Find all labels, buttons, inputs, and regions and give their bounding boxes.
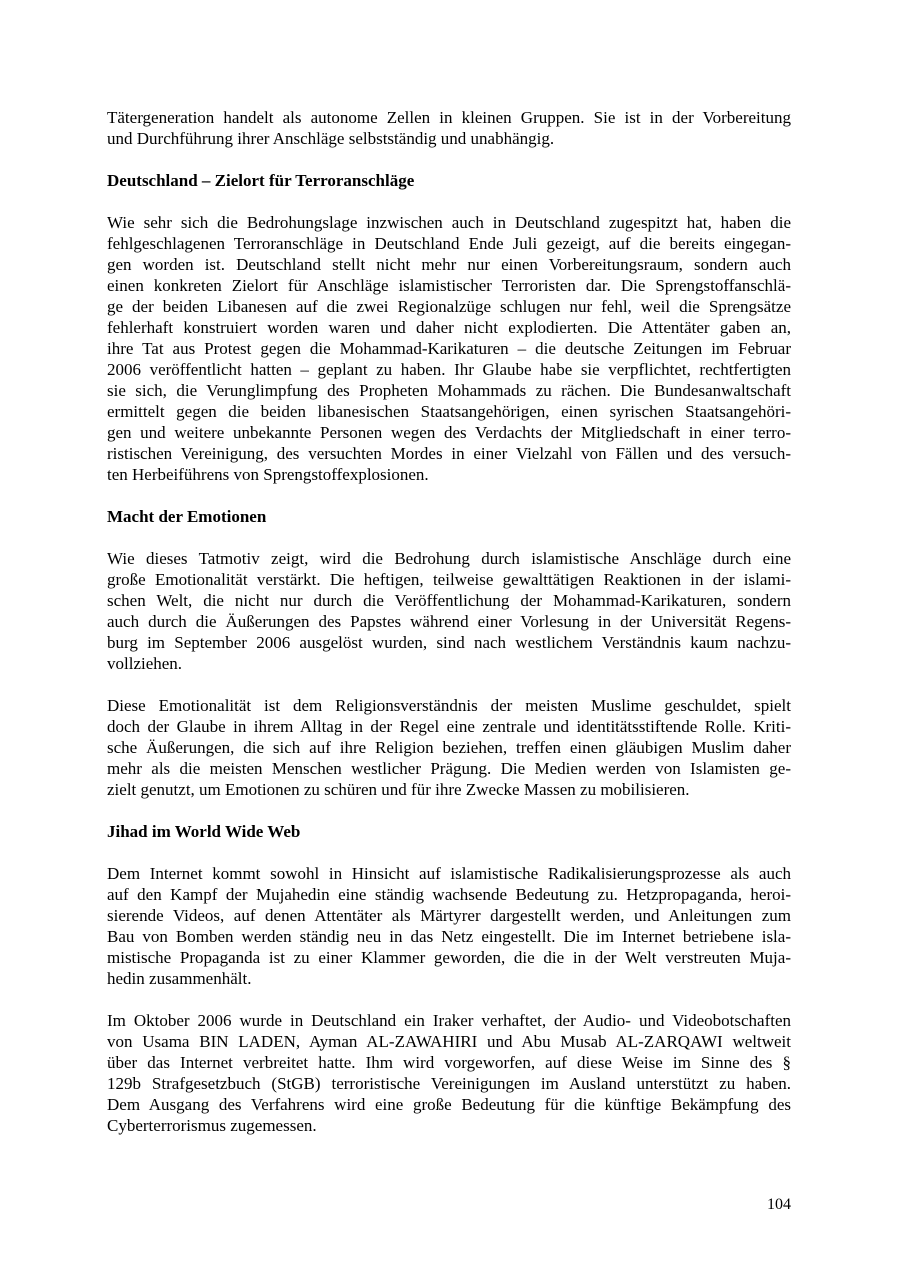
text-line: zielt genutzt, um Emotionen zu schüren und für ihre Zwecke Massen zu mobilisieren. (107, 780, 690, 799)
text-line: Wie dieses Tatmotiv zeigt, wird die Bedrohung durch islamistische Anschläge durch eine (107, 549, 791, 568)
text-line: burg im September 2006 ausgelöst wurden, sind nach westlichem Verständnis kaum nachzu- (107, 633, 791, 652)
paragraph (107, 107, 791, 149)
text-line: von Usama BIN LADEN, Ayman AL-ZAWAHIRI und Abu Musab AL-ZARQAWI weltweit (107, 1032, 791, 1051)
text-line: ihre Tat aus Protest gegen die Mohammad-Karikaturen – die deutsche Zeitungen im Februar (107, 339, 791, 358)
text-line: gen und weitere unbekannte Personen wegen des Verdachts der Mitgliedschaft in einer terro- (107, 423, 791, 442)
section-heading: Jihad im World Wide Web (107, 822, 301, 841)
text-line: Dem Ausgang des Verfahrens wird eine große Bedeutung für die künftige Bekämpfung des (107, 1095, 791, 1114)
text-line: schen Welt, die nicht nur durch die Veröffentlichung der Mohammad-Karikaturen, sondern (107, 591, 791, 610)
text-line: sierende Videos, auf denen Attentäter als Märtyrer dargestellt werden, und Anleitungen zum (107, 906, 791, 925)
text-line: und Durchführung ihrer Anschläge selbstständig und unabhängig. (107, 129, 555, 148)
text-line: auf den Kampf der Mujahedin eine ständig wachsende Bedeutung zu. Hetzpropaganda, heroi- (107, 885, 791, 904)
text-line: Bau von Bomben werden ständig neu in das Netz eingestellt. Die im Internet betriebene isla- (107, 927, 791, 946)
section-heading: Macht der Emotionen (107, 507, 267, 526)
text-line: ermittelt gegen die beiden libanesischen Staatsangehörigen, einen syrischen Staatsangehöri- (107, 402, 791, 421)
text-line: 129b Strafgesetzbuch (StGB) terroristische Vereinigungen im Ausland unterstützt zu haben. (107, 1074, 791, 1093)
text-line: Dem Internet kommt sowohl in Hinsicht auf islamistische Radikalisierungsprozesse als auch (107, 864, 791, 883)
text-line: sie sich, die Verunglimpfung des Propheten Mohammads zu rächen. Die Bundesanwaltschaft (107, 381, 791, 400)
text-line: fehlerhaft konstruiert worden waren und daher nicht explodierten. Die Attentäter gaben an, (107, 318, 791, 337)
text-line: sche Äußerungen, die sich auf ihre Religion beziehen, treffen einen gläubigen Muslim daher (107, 738, 791, 757)
text-line: über das Internet verbreitet hatte. Ihm wird vorgeworfen, auf diese Weise im Sinne des § (107, 1053, 791, 1072)
text-line: Tätergeneration handelt als autonome Zellen in kleinen Gruppen. Sie ist in der Vorbereitung (107, 108, 791, 127)
section-heading: Deutschland – Zielort für Terroranschläge (107, 171, 415, 190)
text-line: gen worden ist. Deutschland stellt nicht mehr nur einen Vorbereitungsraum, sondern auch (107, 255, 791, 274)
paragraph (107, 548, 791, 674)
text-line: ten Herbeiführens von Sprengstoffexplosionen. (107, 465, 429, 484)
text-line: fehlgeschlagenen Terroranschläge in Deutschland Ende Juli gezeigt, auf die bereits eingegan- (107, 234, 791, 253)
text-line: ge der beiden Libanesen auf die zwei Regionalzüge schlugen nur fehl, weil die Sprengsätze (107, 297, 791, 316)
text-line: ristischen Vereinigung, des versuchten Mordes in einer Vielzahl von Fällen und des versuch- (107, 444, 791, 463)
text-line: Im Oktober 2006 wurde in Deutschland ein Iraker verhaftet, der Audio- und Videobotschaften (107, 1011, 791, 1030)
text-line: auch durch die Äußerungen des Papstes während einer Vorlesung in der Universität Regens- (107, 612, 791, 631)
paragraph (107, 1010, 791, 1136)
document-content (107, 107, 791, 1157)
paragraph (107, 863, 791, 989)
text-line: mehr als die meisten Menschen westlicher Prägung. Die Medien werden von Islamisten ge- (107, 759, 791, 778)
text-line: doch der Glaube in ihrem Alltag in der Regel eine zentrale und identitätsstiftende Rolle. Kriti- (107, 717, 791, 736)
text-line: einen konkreten Zielort für Anschläge islamistischer Terroristen dar. Die Sprengstoffanschlä- (107, 276, 791, 295)
text-line: Wie sehr sich die Bedrohungslage inzwischen auch in Deutschland zugespitzt hat, haben die (107, 213, 791, 232)
text-line: große Emotionalität verstärkt. Die heftigen, teilweise gewalttätigen Reaktionen in der islami- (107, 570, 791, 589)
text-line: Diese Emotionalität ist dem Religionsverständnis der meisten Muslime geschuldet, spielt (107, 696, 791, 715)
text-line: 2006 veröffentlicht hatten – geplant zu haben. Ihr Glaube habe sie verpflichtet, rechtfertigten (107, 360, 791, 379)
paragraph (107, 212, 791, 485)
text-line: mistische Propaganda ist zu einer Klammer geworden, die die in der Welt verstreuten Muja- (107, 948, 791, 967)
text-line: Cyberterrorismus zugemessen. (107, 1116, 317, 1135)
text-line: hedin zusammenhält. (107, 969, 252, 988)
page-number: 104 (767, 1196, 791, 1213)
text-line: vollziehen. (107, 654, 183, 673)
paragraph (107, 695, 791, 800)
